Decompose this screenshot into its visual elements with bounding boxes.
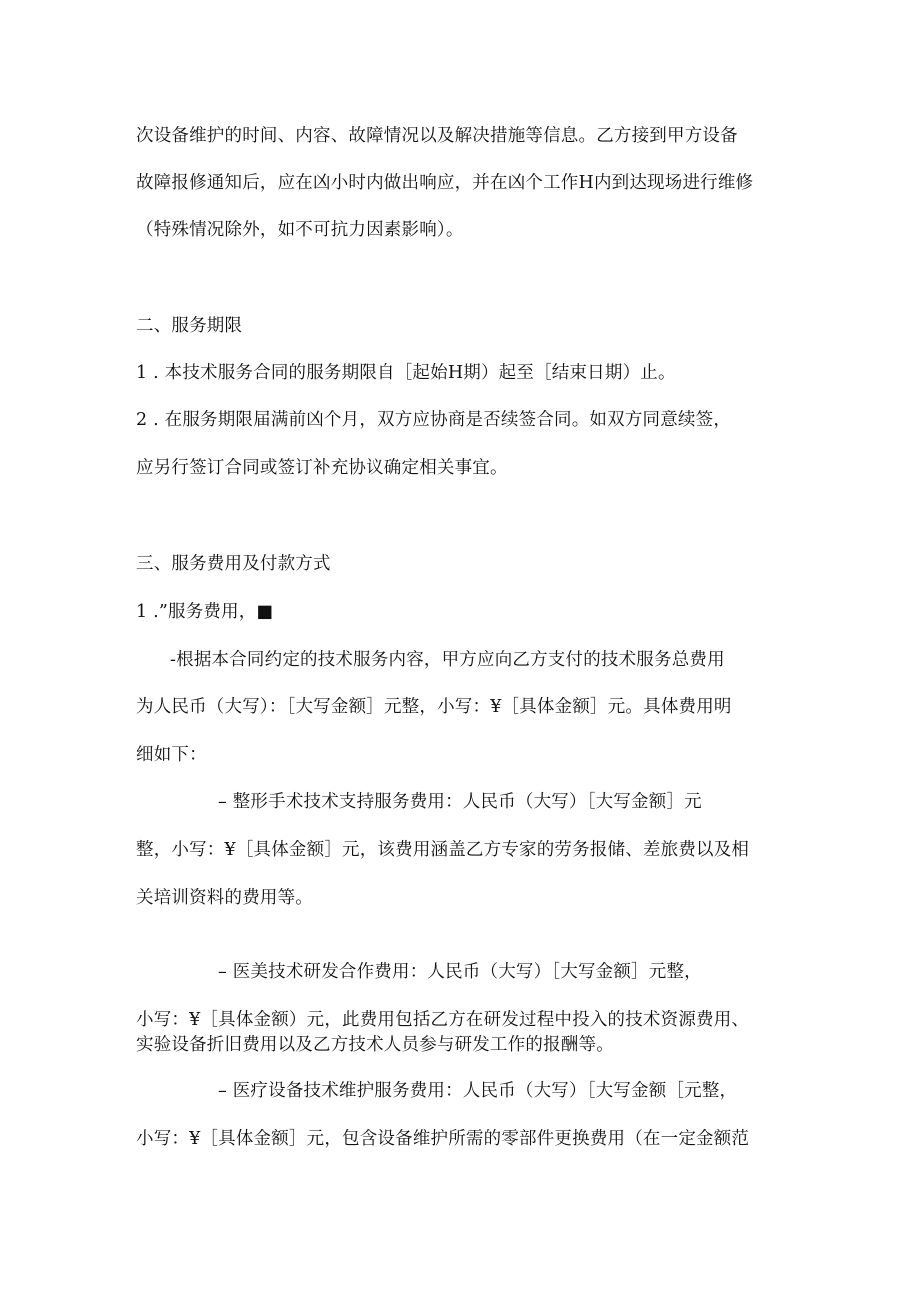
paragraph-line: 应另行签订合同或签订补充协议确定相关事宜。 [136, 458, 508, 478]
section-heading: 三、服务费用及付款方式 [136, 554, 331, 574]
paragraph-line: 细如下： [136, 745, 207, 765]
list-item: 2 . 在服务期限届满前凶个月，双方应协商是否续签合同。如双方同意续签， [136, 410, 732, 430]
paragraph-line: 为人民币（大写）：［大写金额］元整，小写：¥［具体金额］元。具体费用明 [136, 697, 732, 717]
paragraph-line: 次设备维护的时间、内容、故障情况以及解决措施等信息。乙方接到甲方设备 [136, 126, 738, 146]
fee-item: – 医美技术研发合作费用：人民币（大写）［大写金额］元整， [218, 962, 702, 982]
paragraph-line: （特殊情况除外，如不可抗力因素影响）。 [136, 220, 464, 240]
fee-item: – 医疗设备技术维护服务费用：人民币（大写）［大写金额［元整， [218, 1081, 738, 1101]
paragraph-line: 整，小写：¥［具体金额］元，该费用涵盖乙方专家的劳务报储、差旅费以及相 [136, 840, 750, 860]
paragraph-line: 故障报修通知后，应在凶小时内做出响应，并在凶个工作H内到达现场进行维修 [136, 173, 754, 193]
paragraph-line: 小写：¥［具体金额］元，包含设备维护所需的零部件更换费用（在一定金额范 [136, 1129, 750, 1149]
section-heading: 二、服务期限 [136, 316, 243, 336]
list-item: 1 .”服务费用，■ [136, 602, 274, 622]
paragraph-line: 小写：¥［具体金额）元，此费用包括乙方在研发过程中投入的技术资源费用、 [136, 1010, 750, 1030]
paragraph-line: -根据本合同约定的技术服务内容，甲方应向乙方支付的技术服务总费用 [170, 650, 725, 670]
paragraph-line: 实验设备折旧费用以及乙方技术人员参与研发工作的报酬等。 [136, 1035, 614, 1055]
list-item: 1 . 本技术服务合同的服务期限自［起始H期）起至［结束日期）止。 [136, 363, 676, 383]
fee-item: – 整形手术技术支持服务费用：人民币（大写）［大写金额］元 [218, 792, 702, 812]
paragraph-line: 关培训资料的费用等。 [136, 888, 313, 908]
